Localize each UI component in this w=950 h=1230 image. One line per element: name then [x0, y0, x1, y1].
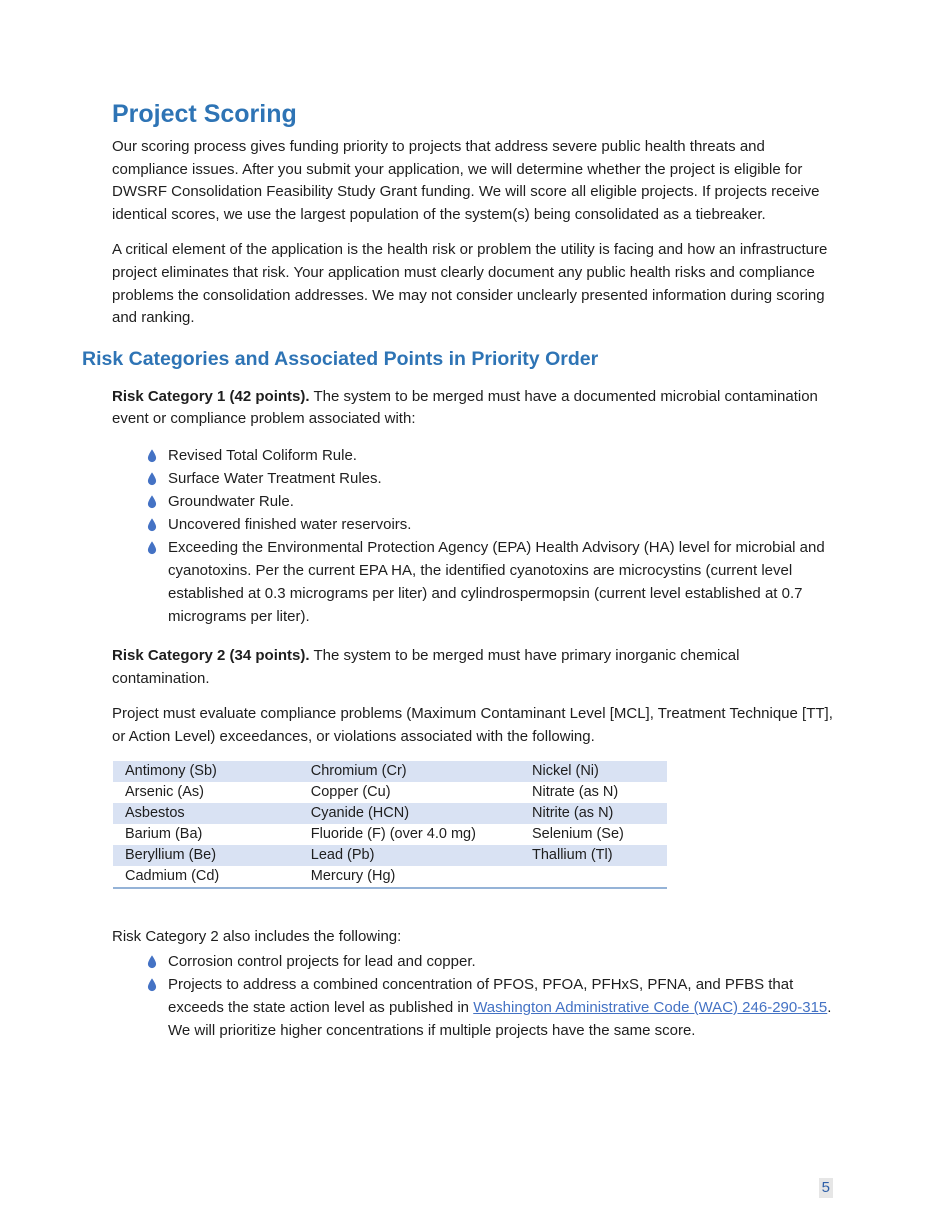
- risk-category-2-intro: [112, 645, 838, 690]
- table-cell: Arsenic (As): [125, 783, 204, 800]
- list-item: [145, 950, 838, 973]
- table-row: [113, 803, 667, 824]
- table-cell: Beryllium (Be): [125, 846, 217, 863]
- list-item-text: Uncovered finished water reservoirs.: [168, 515, 412, 533]
- droplet-bullet-icon: [147, 978, 157, 992]
- list-item: [145, 444, 838, 467]
- table-cell: Lead (Pb): [310, 846, 375, 863]
- list-item: [145, 490, 838, 513]
- table-cell: Cyanide (HCN): [310, 804, 410, 821]
- risk-category-1-bullets: [112, 444, 838, 628]
- droplet-bullet-icon: [147, 541, 157, 555]
- droplet-bullet-icon: [147, 518, 157, 532]
- table-row: [113, 761, 667, 782]
- intro-paragraph-2: A critical element of the application is the health risk or problem the utility is facing and how an infrastructure project eliminates that risk. Your application must clearly document any public health risks and compliance problems the consolidation addresses. We may not consider unclearly presented information during scoring and ranking.: [112, 241, 828, 327]
- table-cell: Barium (Ba): [125, 825, 203, 842]
- table-cell: Cadmium (Cd): [125, 867, 220, 884]
- table-cell: [520, 866, 667, 888]
- list-item-text: Exceeding the Environmental Protection Agency (EPA) Health Advisory (HA) level for microbial and cyanotoxins. Per the current EPA HA, the identified cyanotoxins are microcystins (current level established at 0.3 micrograms per liter) and cylindrospermopsin (current level established at 0.7 micrograms per liter).: [168, 538, 825, 625]
- table-cell: Nitrite (as N): [532, 804, 614, 821]
- table-cell: Selenium (Se): [532, 825, 624, 842]
- section-heading: Risk Categories and Associated Points in Priority Order: [82, 347, 599, 370]
- risk-category-1-intro: [112, 386, 838, 431]
- table-cell: Chromium (Cr): [310, 762, 407, 779]
- list-item-text: Corrosion control projects for lead and copper.: [168, 952, 476, 970]
- table-cell: Thallium (Tl): [532, 846, 613, 863]
- droplet-bullet-icon: [147, 495, 157, 509]
- table-row: [113, 782, 667, 803]
- list-item: [145, 973, 838, 1042]
- risk-category-1-label: Risk Category 1 (42 points).: [112, 387, 310, 405]
- list-item-text: Groundwater Rule.: [168, 492, 294, 510]
- list-item-text: Revised Total Coliform Rule.: [168, 446, 357, 464]
- list-item-text: Projects to address a combined concentration of PFOS, PFOA, PFHxS, PFNA, and PFBS that exceeds the state action level as published in: [168, 975, 794, 1016]
- risk-category-2-bullets: [112, 950, 838, 1042]
- risk-category-2-text: The system to be merged must have primary inorganic chemical contamination.: [112, 646, 740, 687]
- risk-category-1-text: The system to be merged must have a documented microbial contamination event or compliance problem associated with:: [112, 387, 818, 428]
- wac-246-290-315-link[interactable]: Washington Administrative Code (WAC) 246-290-315: [473, 998, 828, 1016]
- table-row: [113, 824, 667, 845]
- list-item: [145, 536, 838, 628]
- table-row: [113, 845, 667, 866]
- contaminants-table: [113, 761, 667, 889]
- table-cell: Nitrate (as N): [532, 783, 619, 800]
- also-includes-text: Risk Category 2 also includes the following:: [112, 928, 402, 946]
- table-cell: Asbestos: [125, 804, 185, 821]
- droplet-bullet-icon: [147, 955, 157, 969]
- table-cell: Copper (Cu): [310, 783, 391, 800]
- droplet-bullet-icon: [147, 449, 157, 463]
- list-item: [145, 467, 838, 490]
- risk-category-2-label: Risk Category 2 (34 points).: [112, 646, 310, 664]
- list-item-text: Surface Water Treatment Rules.: [168, 469, 382, 487]
- table-cell: Antimony (Sb): [125, 762, 217, 779]
- intro-paragraph-1: Our scoring process gives funding priority to projects that address severe public health threats and compliance issues. After you submit your application, we will determine whether the project is eligible for DWSRF Consolidation Feasibility Study Grant funding. We will score all eligible projects. If projects receive identical scores, we use the largest population of the system(s) being consolidated as a tiebreaker.: [112, 138, 820, 223]
- table-row: [113, 866, 667, 888]
- list-item: [145, 513, 838, 536]
- page-title: Project Scoring: [112, 100, 297, 128]
- spacer: [112, 889, 838, 926]
- table-cell: Nickel (Ni): [532, 762, 599, 779]
- droplet-bullet-icon: [147, 472, 157, 486]
- list-item-text: . We will prioritize higher concentrations if multiple projects have the same score.: [168, 998, 832, 1039]
- page-number-field: 5: [819, 1178, 833, 1198]
- evaluate-paragraph: Project must evaluate compliance problems (Maximum Contaminant Level [MCL], Treatment Technique [TT], or Action Level) exceedances, or violations associated with the following.: [112, 705, 833, 745]
- table-cell: Fluoride (F) (over 4.0 mg): [310, 825, 476, 842]
- table-cell: Mercury (Hg): [310, 867, 396, 884]
